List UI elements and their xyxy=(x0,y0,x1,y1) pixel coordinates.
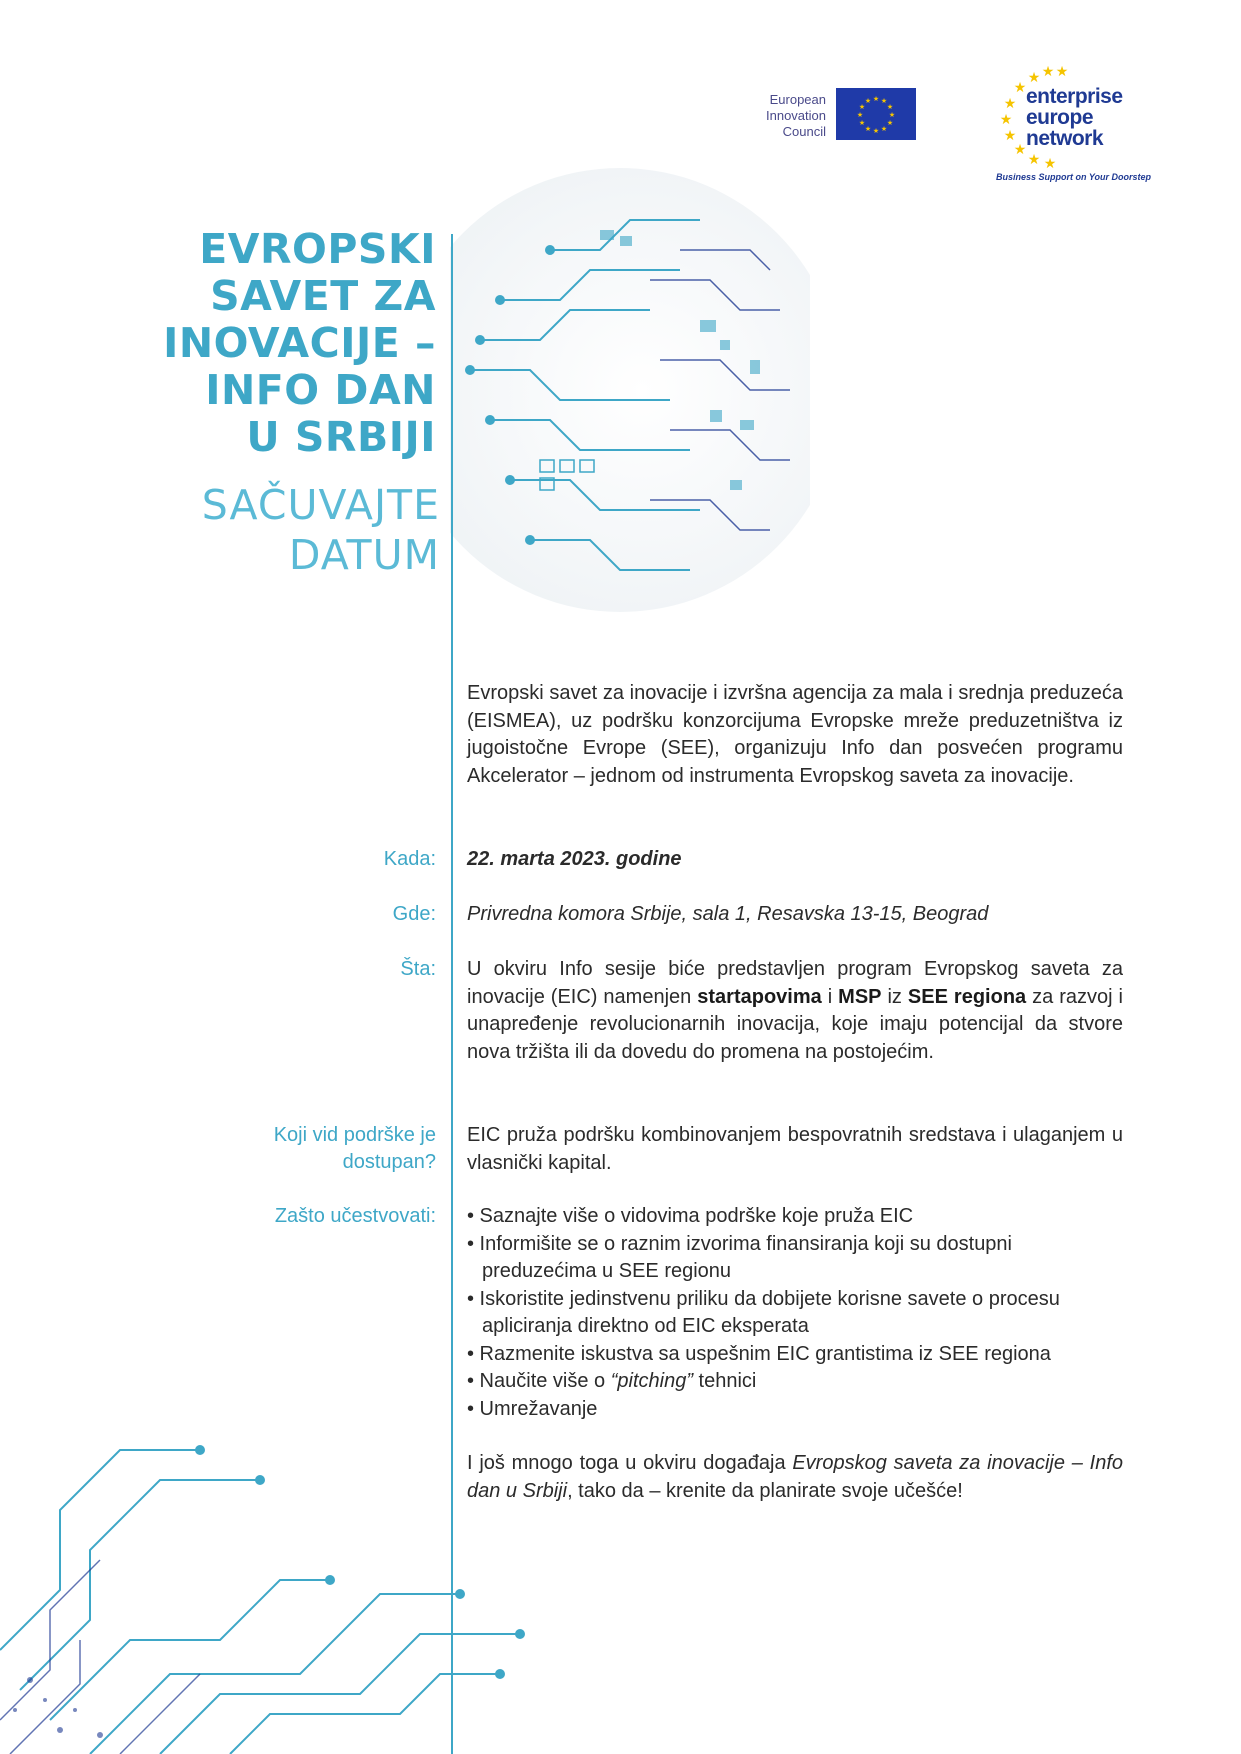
list-item: • Umrežavanje xyxy=(467,1397,598,1420)
list-item: • Razmenite iskustva sa uspešnim EIC grantistima iz SEE regiona xyxy=(467,1342,1051,1365)
circuit-globe-illustration xyxy=(450,160,810,620)
list-item: • Iskoristite jedinstvenu priliku da dobijete korisne savete o procesu apliciranja direktno od EIC eksperata xyxy=(467,1287,1060,1337)
svg-text:★: ★ xyxy=(1003,96,1017,112)
support-label: Koji vid podrške je dostupan? xyxy=(273,1124,436,1173)
page-subtitle: SAČUVAJTE DATUM xyxy=(201,481,440,579)
svg-text:★: ★ xyxy=(1027,152,1041,168)
when-label: Kada: xyxy=(383,848,436,870)
svg-text:★: ★ xyxy=(1055,66,1069,80)
svg-text:★: ★ xyxy=(886,103,894,111)
svg-text:★: ★ xyxy=(864,97,872,105)
svg-text:★: ★ xyxy=(886,119,894,127)
svg-text:★: ★ xyxy=(1003,128,1017,144)
list-item: • Informišite se o raznim izvorima finansiranja koji su dostupni preduzećima u SEE regionu xyxy=(467,1232,1012,1282)
svg-text:★: ★ xyxy=(1041,66,1055,80)
why-list xyxy=(467,1203,1123,1423)
what-paragraph: U okviru Info sesije biće predstavljen program Evropskog saveta za inovacije (EIC) namenjen startapovima i MSP iz SEE regiona za razvoj i unapređenje revolucionarnih inovacija, koje imaju potencijal da stvore nova tržišta ili da dovedu do promena na postojećim. xyxy=(467,958,1124,1063)
what-label: Šta: xyxy=(400,958,436,980)
svg-text:★: ★ xyxy=(856,111,864,119)
when-value: 22. marta 2023. godine xyxy=(467,848,682,870)
svg-text:★: ★ xyxy=(858,103,866,111)
svg-text:★: ★ xyxy=(872,95,880,103)
list-item: • Saznajte više o vidovima podrške koje pruža EIC xyxy=(467,1205,914,1227)
svg-text:★: ★ xyxy=(1013,142,1027,158)
een-logo xyxy=(996,66,1152,186)
support-paragraph: EIC pruža podršku kombinovanjem bespovratnih sredstava i ulaganjem u vlasnički kapital. xyxy=(467,1124,1123,1174)
svg-text:★: ★ xyxy=(1027,70,1041,86)
svg-text:★: ★ xyxy=(880,125,888,133)
vertical-divider xyxy=(451,234,453,1754)
svg-text:★: ★ xyxy=(888,111,896,119)
eic-logo-text: European Innovation Council xyxy=(766,92,826,139)
why-label: Zašto učestvovati: xyxy=(274,1205,436,1227)
list-item: • Naučite više o “pitching” tehnici xyxy=(467,1370,757,1392)
closing-paragraph: I još mnogo toga u okviru događaja Evropskog saveta za inovacije – Info dan u Srbiji, tako da – krenite da planirate svoje učešće! xyxy=(467,1452,1123,1502)
een-logo-text: enterprise europe network xyxy=(1026,85,1123,150)
eic-logo xyxy=(758,88,918,140)
svg-text:★: ★ xyxy=(999,112,1013,128)
where-label: Gde: xyxy=(392,903,436,925)
svg-text:★: ★ xyxy=(858,119,866,127)
svg-text:★: ★ xyxy=(872,127,880,135)
page-title: EVROPSKI SAVET ZA INOVACIJE – INFO DAN U SRBIJI xyxy=(163,225,436,461)
svg-text:★: ★ xyxy=(1013,80,1027,96)
eu-flag-icon xyxy=(836,88,916,140)
een-tagline: Business Support on Your Doorstep xyxy=(996,172,1152,182)
svg-text:★: ★ xyxy=(880,97,888,105)
intro-paragraph: Evropski savet za inovacije i izvršna agencija za mala i srednja preduzeća (EISMEA), uz podršku konzorcijuma Evropske mreže preduzetništva iz jugoistočne Evrope (SEE), organizuju Info dan posvećen programu Akcelerator – jednom od instrumenta Evropskog saveta za inovacije. xyxy=(467,682,1123,787)
circuit-lines-illustration xyxy=(0,1390,540,1754)
svg-text:★: ★ xyxy=(1043,156,1057,170)
where-value: Privredna komora Srbije, sala 1, Resavska 13-15, Beograd xyxy=(467,903,989,925)
svg-text:★: ★ xyxy=(864,125,872,133)
